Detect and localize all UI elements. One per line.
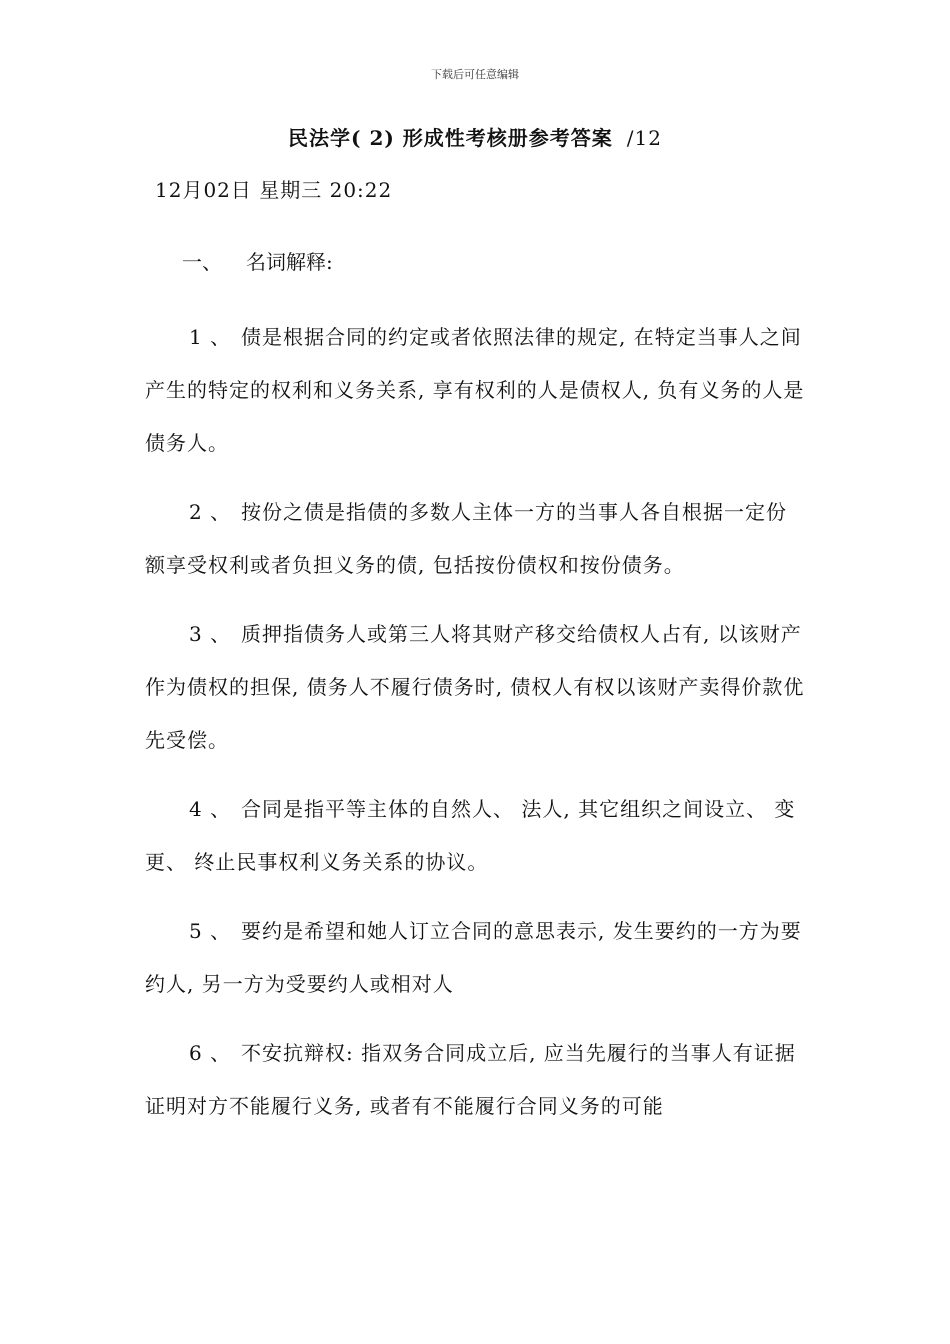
section-number: 一、 [182,250,222,274]
entry-number: 6 、 [189,1041,232,1065]
definition-entry [145,608,805,767]
definition-entry [145,1027,805,1133]
section-label: 名词解释: [246,250,333,274]
entry-number: 1 、 [189,325,232,349]
definition-entry [145,783,805,889]
definition-entry [145,905,805,1011]
entry-text: 合同是指平等主体的自然人、 法人, 其它组织之间设立、 变更、 终止民事权利义务关系的协议。 [145,797,796,874]
definition-entry [145,486,805,592]
definition-entry [145,311,805,470]
title-text: 民法学( 2) 形成性考核册参考答案 [288,126,613,150]
header-note: 下载后可任意编辑 [431,68,519,81]
entry-text: 要约是希望和她人订立合同的意思表示, 发生要约的一方为要约人, 另一方为受要约人或相对人 [145,919,802,996]
entry-text: 质押指债务人或第三人将其财产移交给债权人占有, 以该财产作为债权的担保, 债务人不履行债务时, 债权人有权以该财产卖得价款优先受偿。 [145,622,805,752]
definition-list [145,311,805,1149]
page-indicator: /12 [626,126,662,150]
entry-number: 3 、 [189,622,232,646]
document-title [0,122,950,151]
entry-text: 不安抗辩权: 指双务合同成立后, 应当先履行的当事人有证据证明对方不能履行义务, 或者有不能履行合同义务的可能 [145,1041,796,1118]
entry-text: 债是根据合同的约定或者依照法律的规定, 在特定当事人之间产生的特定的权利和义务关系, 享有权利的人是债权人, 负有义务的人是债务人。 [145,325,805,455]
timestamp: 12月02日 星期三 20:22 [155,178,393,202]
entry-text: 按份之债是指债的多数人主体一方的当事人各自根据一定份额享受权利或者负担义务的债, 包括按份债权和按份债务。 [145,500,787,577]
entry-number: 5 、 [189,919,232,943]
entry-number: 4 、 [189,797,232,821]
entry-number: 2 、 [189,500,232,524]
section-heading [182,246,333,275]
